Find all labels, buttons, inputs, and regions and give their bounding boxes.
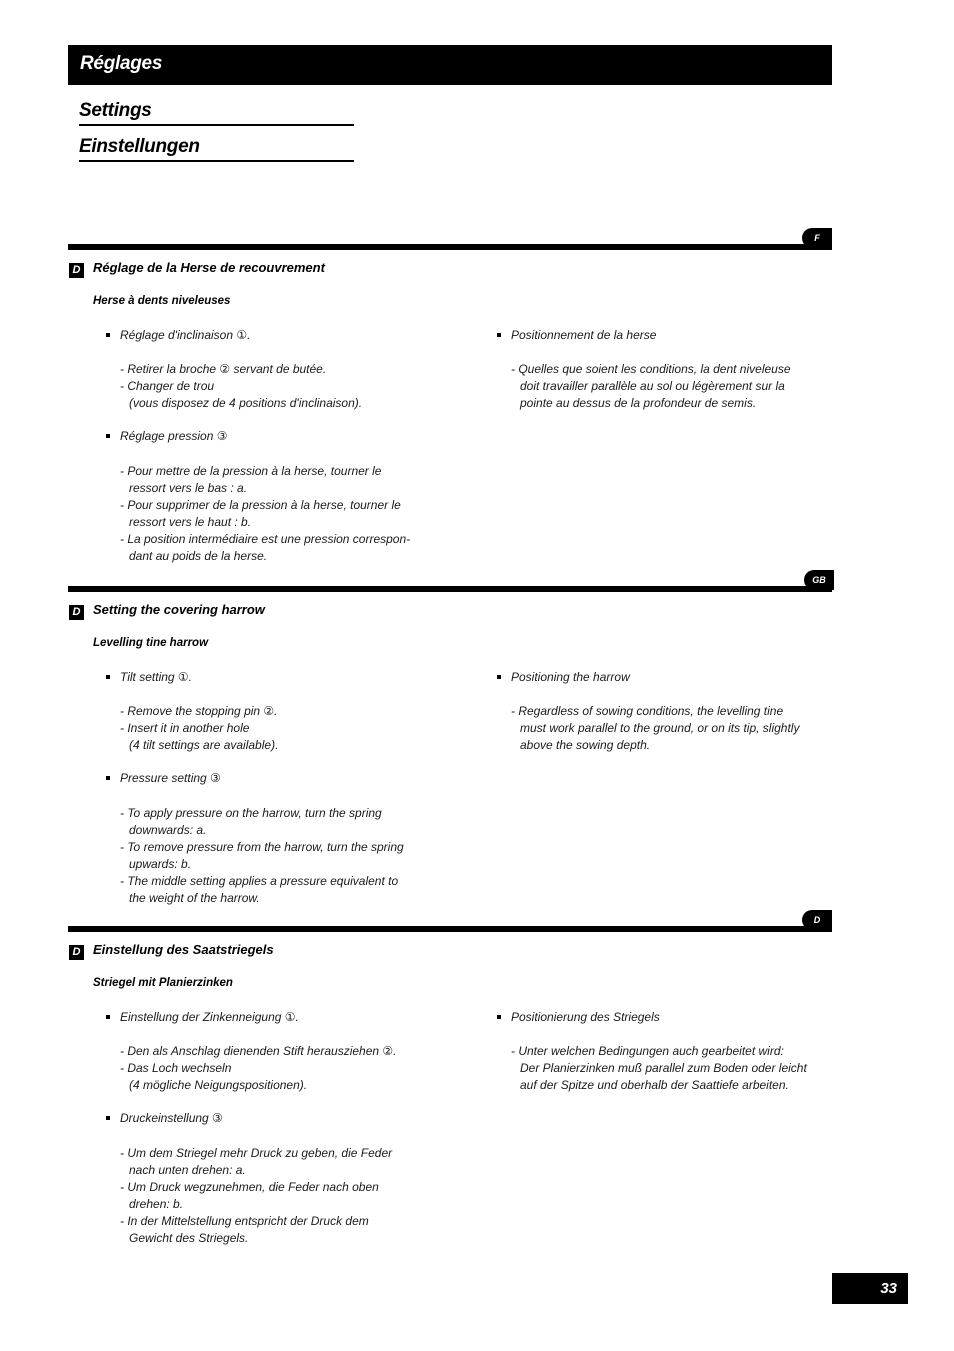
bullet-item bbox=[511, 328, 656, 342]
description-line: Der Planierzinken muß parallel zum Boden oder leicht bbox=[520, 1061, 807, 1075]
section-heading: Setting the covering harrow bbox=[93, 602, 265, 617]
bullet-text: Réglage d'inclinaison ①. bbox=[120, 328, 251, 342]
bullet-item bbox=[120, 1111, 223, 1125]
description-line: (vous disposez de 4 positions d'inclinaison). bbox=[129, 396, 363, 410]
description-line: upwards: b. bbox=[129, 857, 192, 871]
bullet-text: Pressure setting ③ bbox=[120, 771, 221, 785]
description-line: downwards: a. bbox=[129, 823, 207, 837]
subtitle-settings: Settings bbox=[79, 99, 354, 126]
subtitle-einstellungen: Einstellungen bbox=[79, 135, 354, 162]
description-line: - Regardless of sowing conditions, the levelling tine bbox=[511, 704, 784, 718]
description-line: dant au poids de la herse. bbox=[129, 549, 268, 563]
language-badge: GB bbox=[804, 570, 834, 590]
bullet-item bbox=[120, 771, 221, 785]
description-line: - Das Loch wechseln bbox=[120, 1061, 232, 1075]
bullet-dot bbox=[106, 675, 110, 679]
description-line: - Retirer la broche ② servant de butée. bbox=[120, 362, 327, 376]
description-line: (4 mögliche Neigungspositionen). bbox=[129, 1078, 308, 1092]
description-line: - Pour supprimer de la pression à la herse, tourner le bbox=[120, 498, 401, 512]
bullet-item bbox=[120, 429, 227, 443]
bullet-text: Réglage pression ③ bbox=[120, 429, 228, 443]
bullet-item bbox=[120, 328, 250, 342]
description-line: - La position intermédiaire est une pression correspon- bbox=[120, 532, 411, 546]
description-line: - Quelles que soient les conditions, la dent niveleuse bbox=[511, 362, 791, 376]
description-line: - Changer de trou bbox=[120, 379, 215, 393]
bullet-dot bbox=[106, 434, 110, 438]
description-line: - Den als Anschlag dienenden Stift herausziehen ②. bbox=[120, 1044, 397, 1058]
section-marker: D bbox=[69, 605, 84, 620]
language-badge: D bbox=[802, 910, 832, 930]
description-line: drehen: b. bbox=[129, 1197, 184, 1211]
bullet-text: Positionierung des Striegels bbox=[511, 1010, 660, 1024]
description-line: - Insert it in another hole bbox=[120, 721, 250, 735]
description-line: ressort vers le bas : a. bbox=[129, 481, 248, 495]
description-line: nach unten drehen: a. bbox=[129, 1163, 246, 1177]
description-line: above the sowing depth. bbox=[520, 738, 651, 752]
bullet-text: Tilt setting ①. bbox=[120, 670, 193, 684]
description-line: Gewicht des Striegels. bbox=[129, 1231, 249, 1245]
description-line: doit travailler parallèle au sol ou légèrement sur la bbox=[520, 379, 785, 393]
bullet-dot bbox=[106, 1015, 110, 1019]
description-line: - Remove the stopping pin ②. bbox=[120, 704, 278, 718]
section-subheading: Levelling tine harrow bbox=[93, 637, 209, 649]
description-line: - Um dem Striegel mehr Druck zu geben, die Feder bbox=[120, 1146, 393, 1160]
bullet-item bbox=[511, 1010, 660, 1024]
bullet-dot bbox=[106, 776, 110, 780]
description-line: ressort vers le haut : b. bbox=[129, 515, 252, 529]
bullet-dot bbox=[106, 1116, 110, 1120]
bullet-text: Positionnement de la herse bbox=[511, 328, 657, 342]
section-rule bbox=[68, 926, 832, 932]
bullet-dot bbox=[497, 1015, 501, 1019]
bullet-dot bbox=[106, 333, 110, 337]
language-badge: F bbox=[802, 228, 832, 248]
page-number: 33 bbox=[832, 1273, 908, 1304]
description-line: auf der Spitze und oberhalb der Saattiefe arbeiten. bbox=[520, 1078, 789, 1092]
section-marker: D bbox=[69, 263, 84, 278]
bullet-item bbox=[120, 670, 192, 684]
bullet-text: Positioning the harrow bbox=[511, 670, 630, 684]
description-line: - Pour mettre de la pression à la herse, tourner le bbox=[120, 464, 382, 478]
section-rule bbox=[68, 586, 832, 592]
section-heading: Einstellung des Saatstriegels bbox=[93, 942, 274, 957]
description-line: - To apply pressure on the harrow, turn the spring bbox=[120, 806, 382, 820]
description-line: must work parallel to the ground, or on its tip, slightly bbox=[520, 721, 800, 735]
section-rule bbox=[68, 244, 832, 250]
description-line: - To remove pressure from the harrow, turn the spring bbox=[120, 840, 404, 854]
title-bar bbox=[68, 45, 832, 85]
section-marker: D bbox=[69, 945, 84, 960]
description-line: - Um Druck wegzunehmen, die Feder nach oben bbox=[120, 1180, 379, 1194]
description-line: - In der Mittelstellung entspricht der Druck dem bbox=[120, 1214, 369, 1228]
bullet-item bbox=[511, 670, 630, 684]
bullet-dot bbox=[497, 333, 501, 337]
description-line: - The middle setting applies a pressure equivalent to bbox=[120, 874, 399, 888]
description-line: - Unter welchen Bedingungen auch gearbeitet wird: bbox=[511, 1044, 784, 1058]
bullet-item bbox=[120, 1010, 299, 1024]
bullet-text: Druckeinstellung ③ bbox=[120, 1111, 223, 1125]
description-line: pointe au dessus de la profondeur de semis. bbox=[520, 396, 757, 410]
description-line: the weight of the harrow. bbox=[129, 891, 260, 905]
bullet-dot bbox=[497, 675, 501, 679]
page-title: Réglages bbox=[80, 53, 163, 74]
section-subheading: Herse à dents niveleuses bbox=[93, 295, 231, 307]
section-subheading: Striegel mit Planierzinken bbox=[93, 977, 233, 989]
description-line: (4 tilt settings are available). bbox=[129, 738, 279, 752]
section-heading: Réglage de la Herse de recouvrement bbox=[93, 260, 325, 275]
bullet-text: Einstellung der Zinkenneigung ①. bbox=[120, 1010, 299, 1024]
